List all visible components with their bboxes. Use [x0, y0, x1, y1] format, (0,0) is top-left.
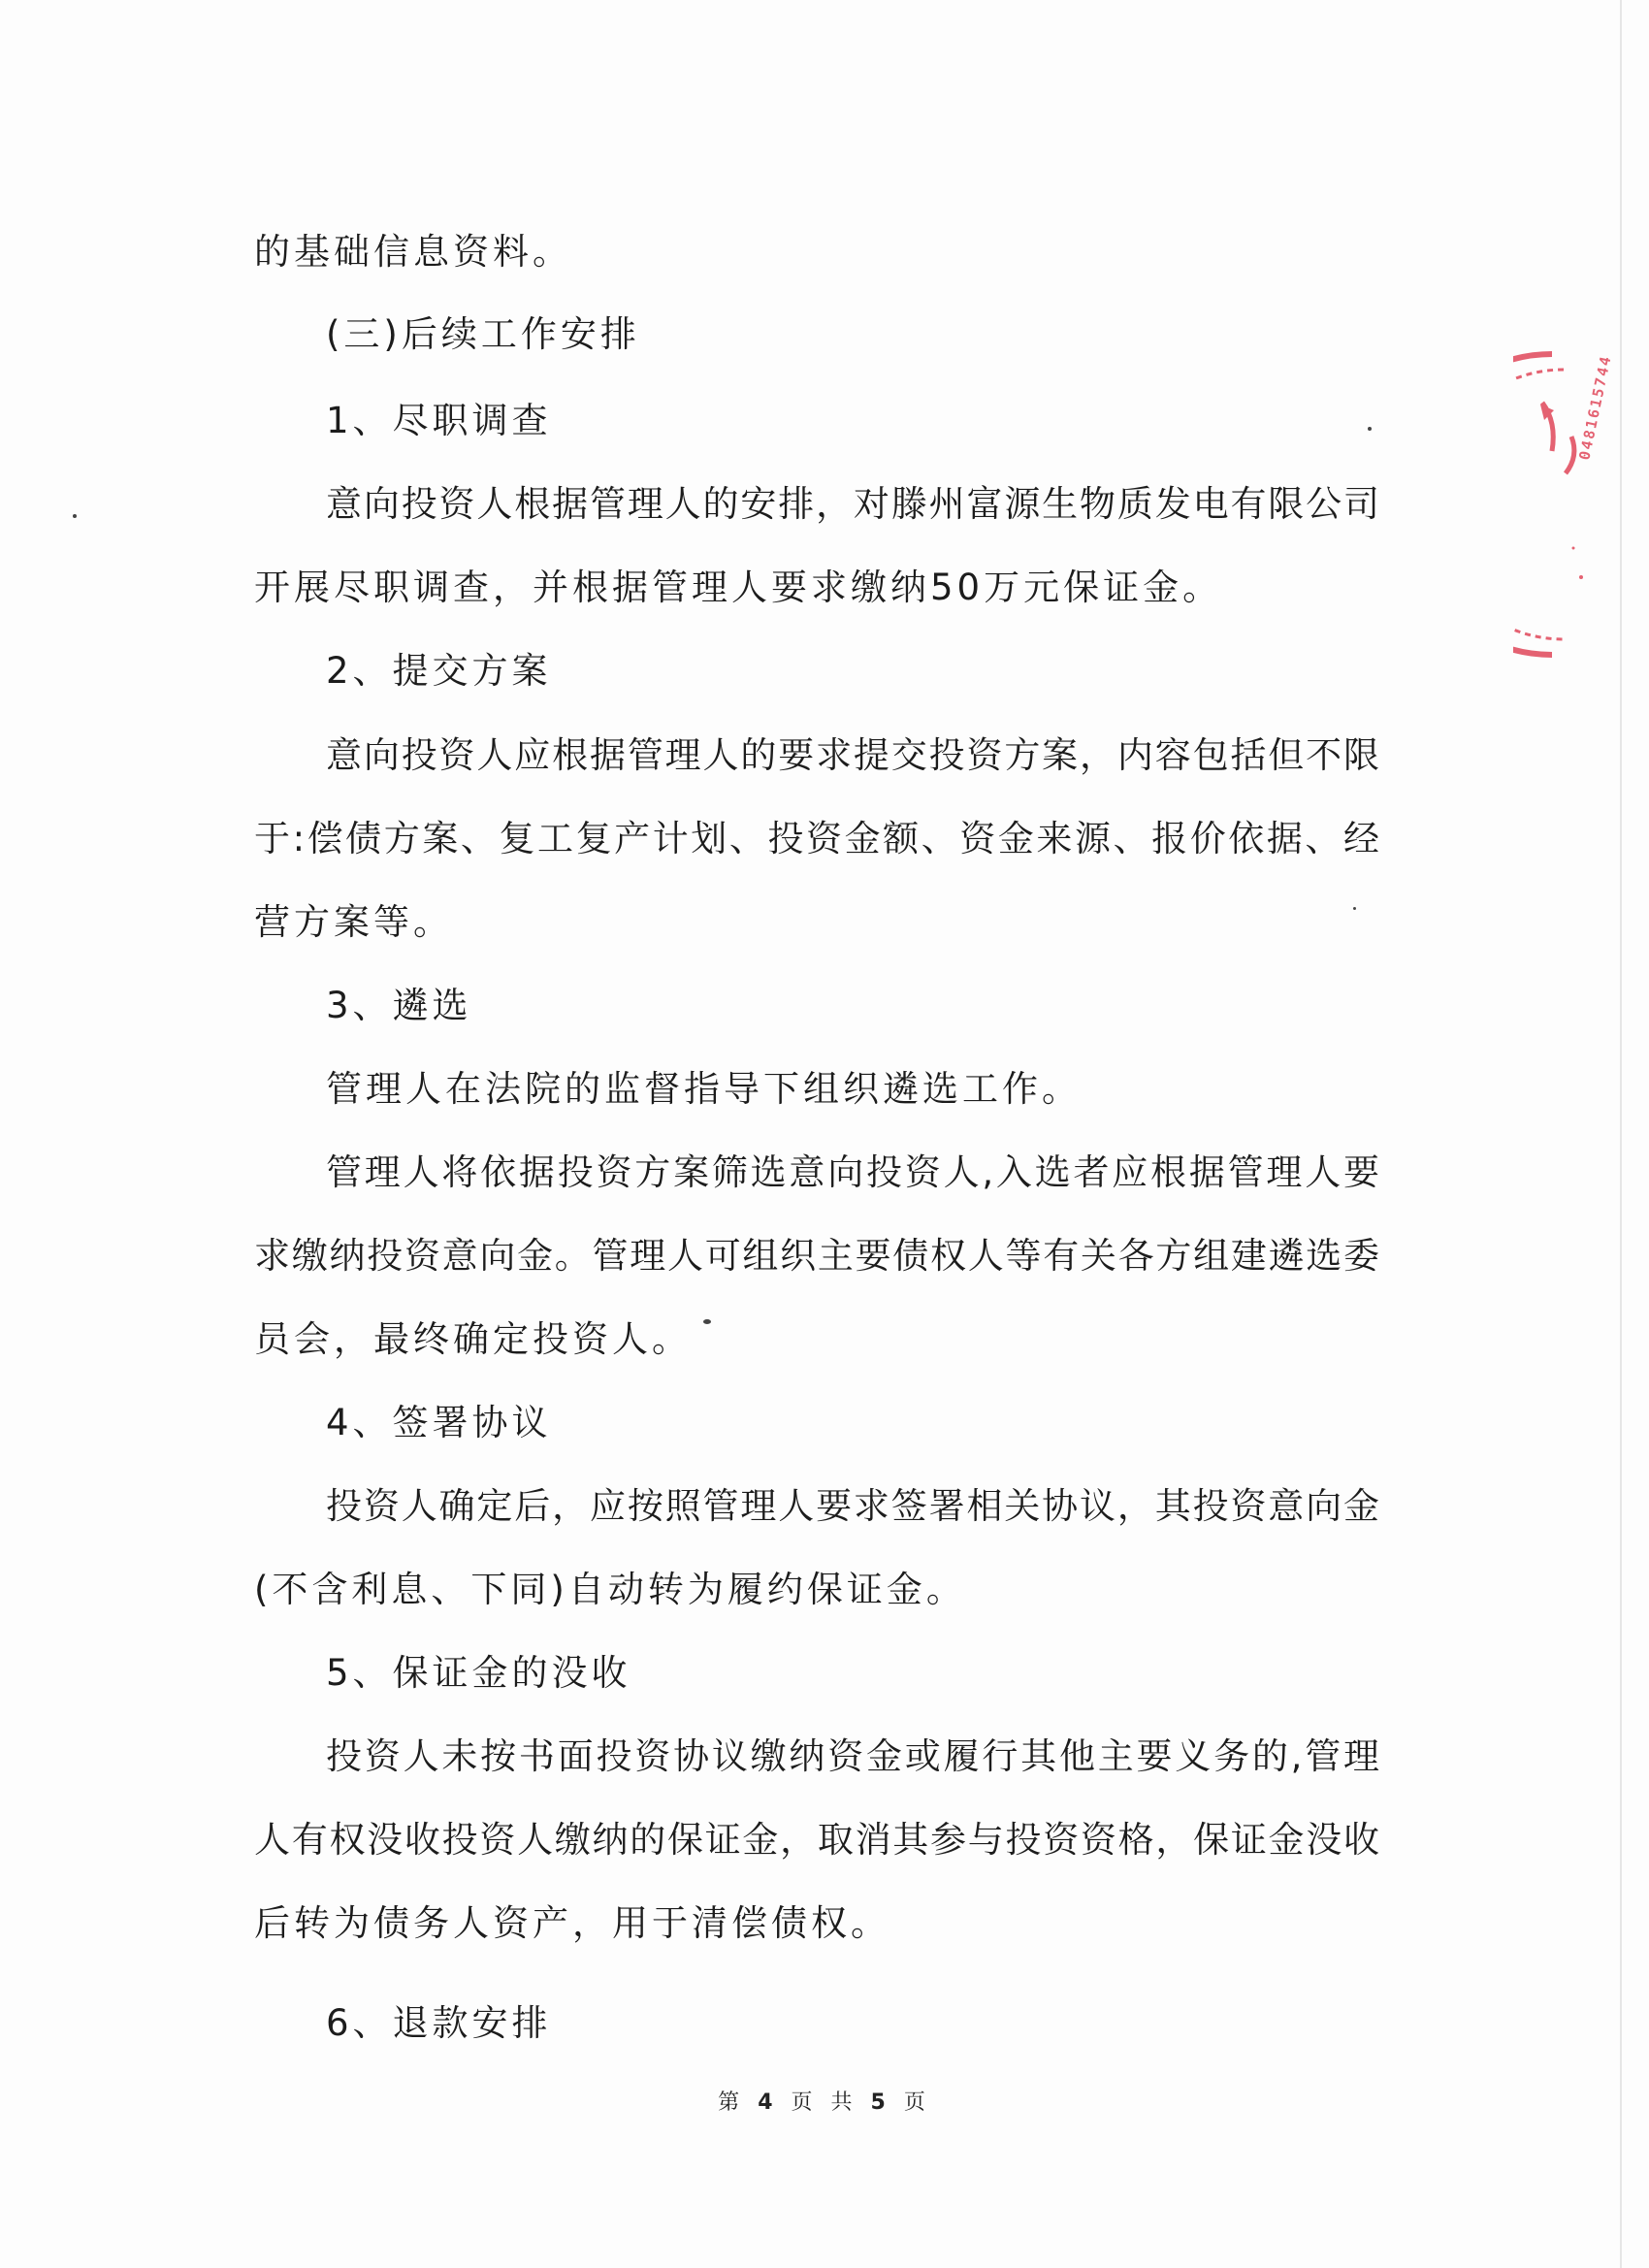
paragraph-line: 管理人在法院的监督指导下组织遴选工作。 — [326, 1068, 1082, 1110]
scan-speck — [703, 1319, 711, 1324]
scan-speck — [73, 514, 77, 518]
subheading-refund: 6、退款安排 — [326, 2002, 552, 2044]
page-number-current: 4 — [758, 2090, 779, 2115]
subheading-submit-plan: 2、提交方案 — [326, 650, 552, 692]
paragraph-line: 投资人未按书面投资协议缴纳资金或履行其他主要义务的,管理 — [326, 1735, 1379, 1777]
subheading-due-diligence: 1、尽职调查 — [326, 400, 552, 441]
page-number-middle: 页 共 — [791, 2090, 858, 2115]
scan-edge — [1620, 0, 1622, 2268]
paragraph-line: 意向投资人应根据管理人的要求提交投资方案，内容包括但不限 — [326, 734, 1379, 776]
svg-text:0481615744: 0481615744 — [1575, 353, 1615, 462]
paragraph-line: 投资人确定后，应按照管理人要求签署相关协议，其投资意向金 — [326, 1485, 1379, 1527]
subheading-sign-agreement: 4、签署协议 — [326, 1402, 552, 1443]
page-number-total: 5 — [870, 2090, 891, 2115]
paragraph-line: (不含利息、下同)自动转为履约保证金。 — [254, 1569, 966, 1610]
paragraph-line: 员会，最终确定投资人。 — [254, 1318, 692, 1360]
paragraph-line: 于:偿债方案、复工复产计划、投资金额、资金来源、报价依据、经 — [254, 818, 1379, 859]
subheading-deposit-forfeit: 5、保证金的没收 — [326, 1652, 631, 1694]
section-heading: (三)后续工作安排 — [326, 313, 640, 355]
paragraph-line: 意向投资人根据管理人的安排，对滕州富源生物质发电有限公司 — [326, 483, 1379, 525]
paragraph-line: 营方案等。 — [254, 901, 453, 943]
paragraph-line: 后转为债务人资产，用于清偿债权。 — [254, 1902, 890, 1944]
paragraph-line: 求缴纳投资意向金。管理人可组织主要债权人等有关各方组建遴选委 — [254, 1235, 1379, 1277]
paragraph-continuation: 的基础信息资料。 — [254, 231, 572, 273]
page-number-prefix: 第 — [718, 2090, 746, 2115]
scan-speck — [1353, 907, 1356, 910]
seal-stamp-icon — [1513, 344, 1649, 664]
scan-speck — [1368, 427, 1372, 431]
page-number-suffix: 页 — [903, 2090, 931, 2115]
page-number — [0, 2086, 1649, 2116]
subheading-selection: 3、遴选 — [326, 985, 472, 1026]
paragraph-line: 人有权没收投资人缴纳的保证金，取消其参与投资资格，保证金没收 — [254, 1819, 1379, 1861]
paragraph-line: 管理人将依据投资方案筛选意向投资人,入选者应根据管理人要 — [326, 1151, 1379, 1193]
paragraph-line: 开展尽职调查，并根据管理人要求缴纳50万元保证金。 — [254, 567, 1223, 608]
